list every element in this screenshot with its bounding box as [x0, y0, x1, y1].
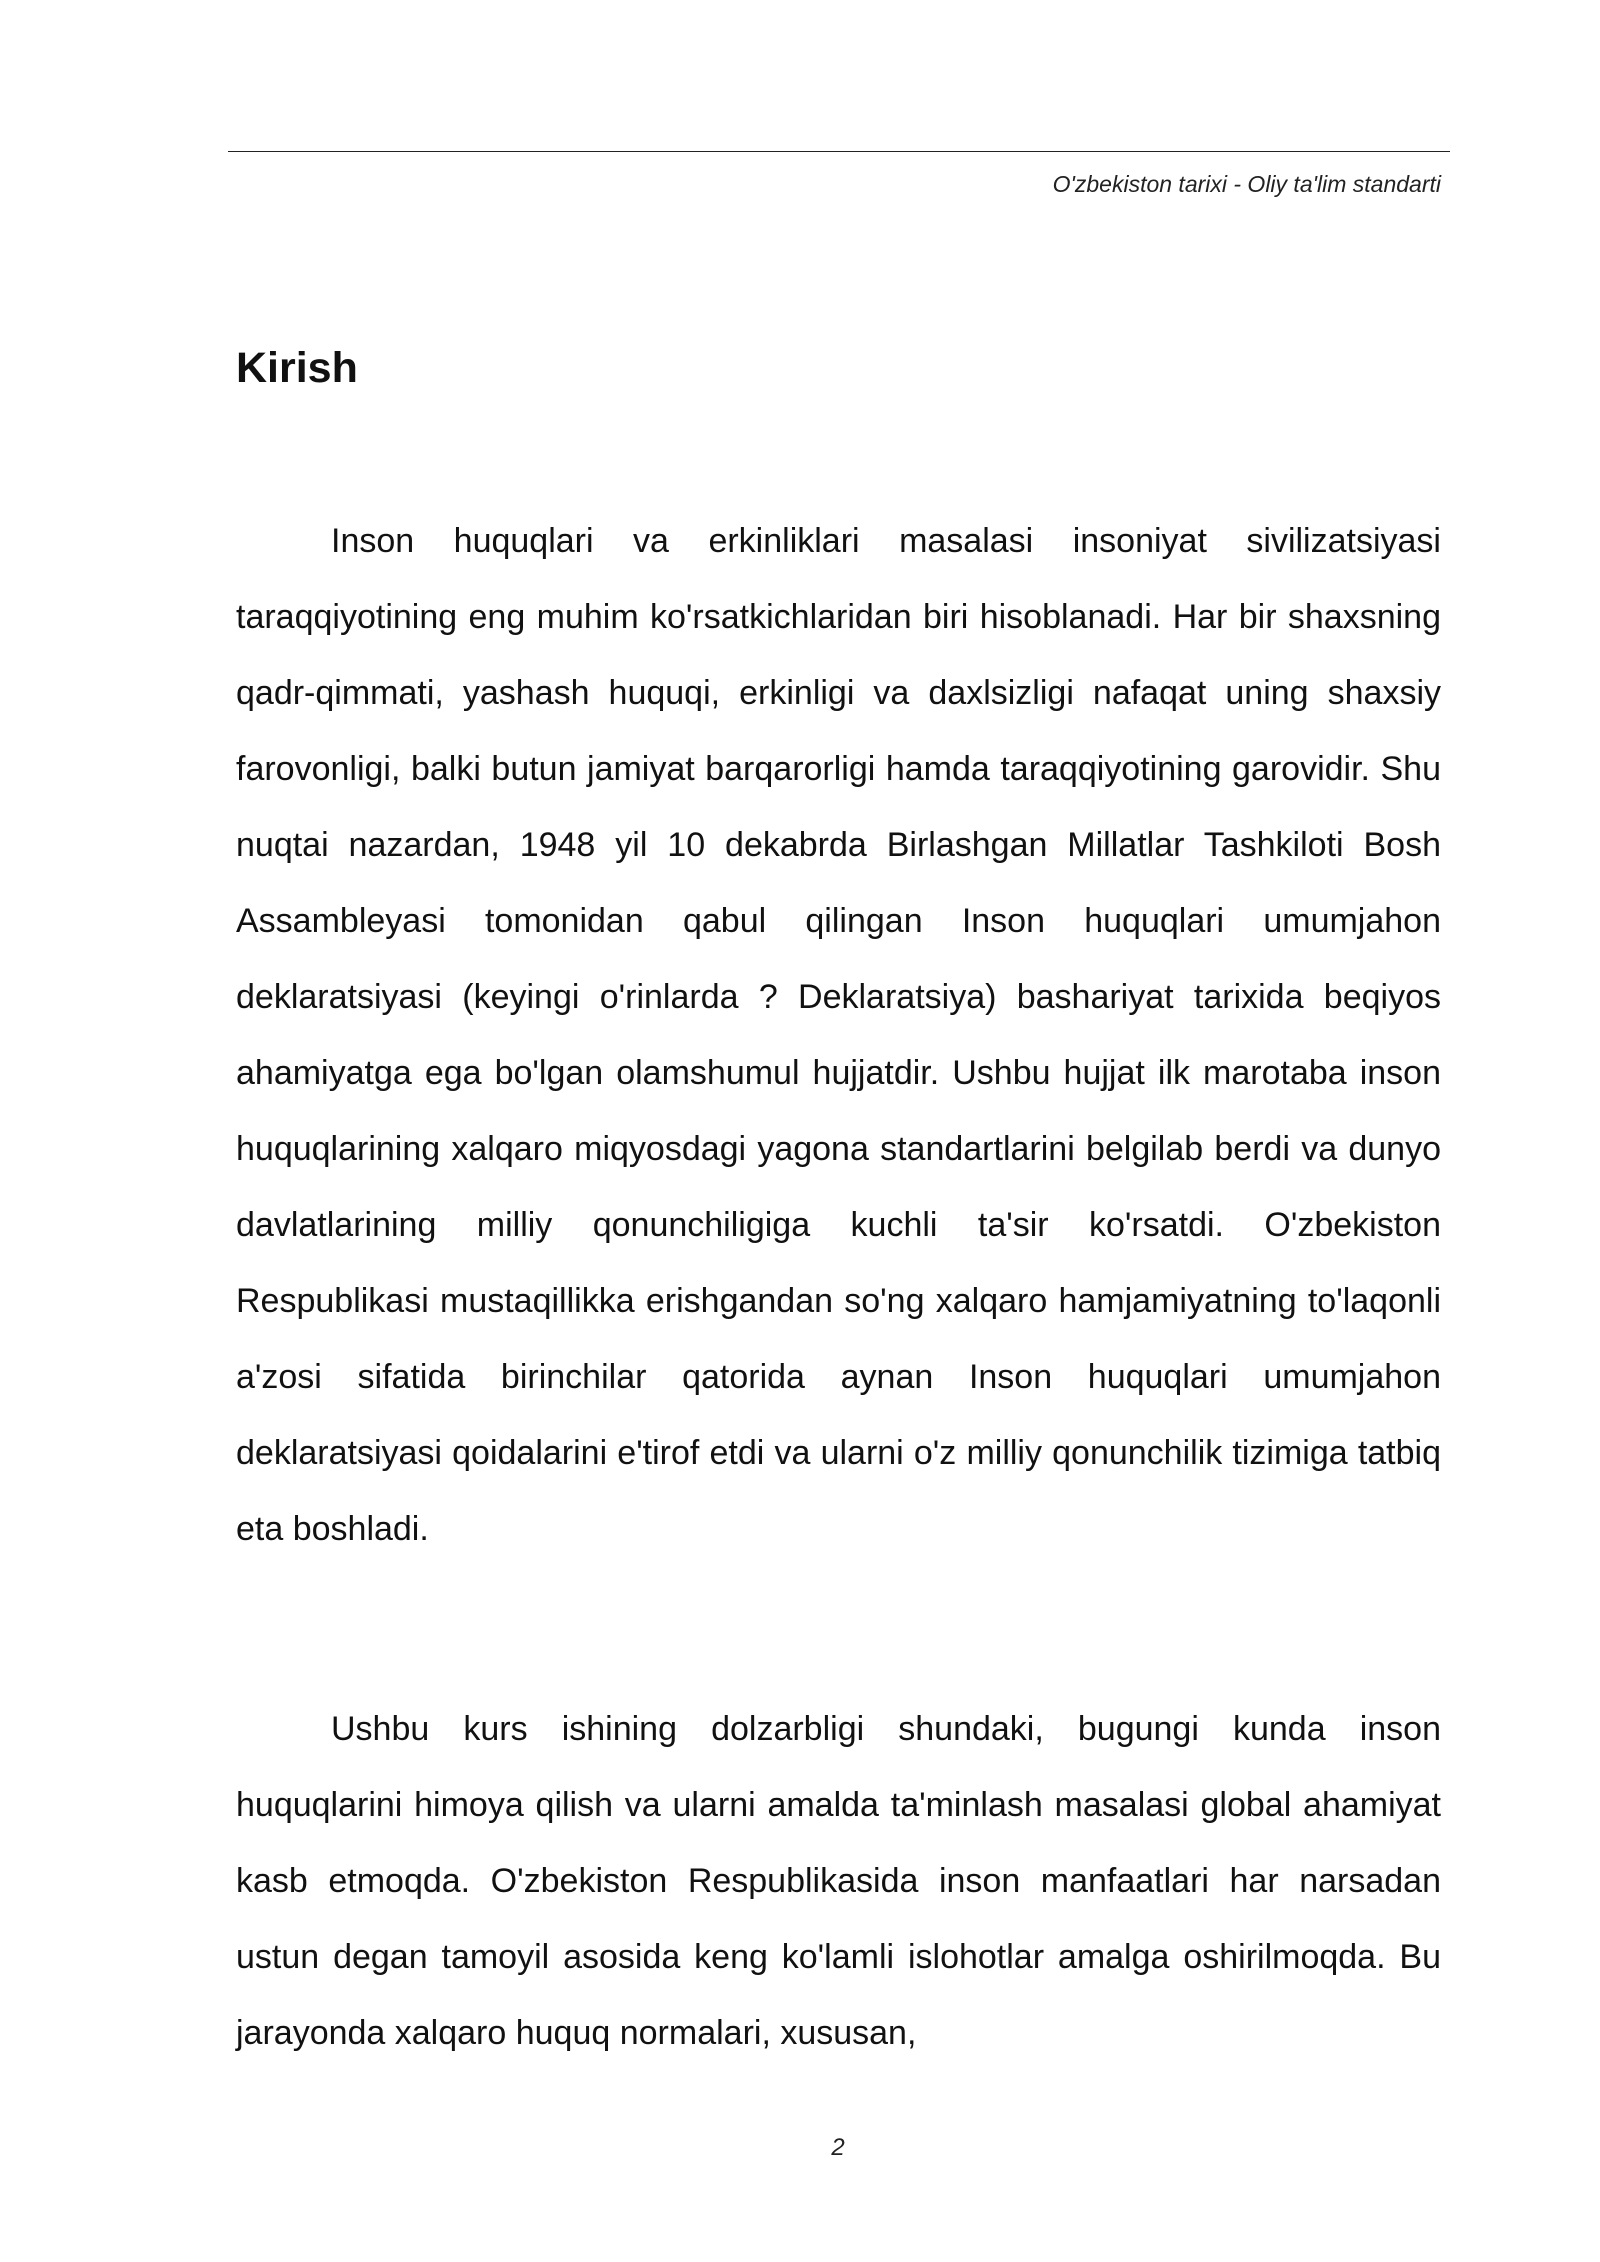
header-rule — [228, 151, 1450, 152]
page-number: 2 — [831, 2134, 845, 2161]
body-paragraph: Inson huquqlari va erkinliklari masalasi insoniyat sivilizatsiyasi taraqqiyotining eng muhim ko'rsatkichlaridan biri hisoblanadi. Har bir shaxsning qadr-qimmati, yashash huquqi, erkinligi va daxlsizligi nafaqat uning shaxsiy farovonligi, balki butun jamiyat barqarorligi hamda taraqqiyotining garovidir. Shu nuqtai nazardan, 1948 yil 10 dekabrda Birlashgan Millatlar Tashkiloti Bosh Assambleyasi tomonidan qabul qilingan Inson huquqlari umumjahon deklaratsiyasi (keyingi o'rinlarda ? Deklaratsiya) bashariyat tarixida beqiyos ahamiyatga ega bo'lgan olamshumul hujjatdir. Ushbu hujjat ilk marotaba inson huquqlarining xalqaro miqyosdagi yagona standartlarini belgilab berdi va dunyo davlatlarining milliy qonunchiligiga kuchli ta'sir ko'rsatdi. O'zbekiston Respublikasi mustaqillikka erishgandan so'ng xalqaro hamjamiyatning to'laqonli a'zosi sifatida birinchilar qatorida aynan Inson huquqlari umumjahon deklaratsiyasi qoidalarini e'tirof etdi va ularni o'z milliy qonunchilik tizimiga tatbiq eta boshladi. — [236, 522, 1441, 1548]
body-paragraph: Ushbu kurs ishining dolzarbligi shundaki, bugungi kunda inson huquqlarini himoya qilish va ularni amalda ta'minlash masalasi global ahamiyat kasb etmoqda. O'zbekiston Respublikasida inson manfaatlari har narsadan ustun degan tamoyil asosida keng ko'lamli islohotlar amalga oshirilmoqda. Bu jarayonda xalqaro huquq normalari, xususan, — [236, 1710, 1441, 2052]
running-header-title: O'zbekiston tarixi - Oliy ta'lim standarti — [1052, 171, 1441, 197]
section-heading: Kirish — [236, 344, 358, 392]
